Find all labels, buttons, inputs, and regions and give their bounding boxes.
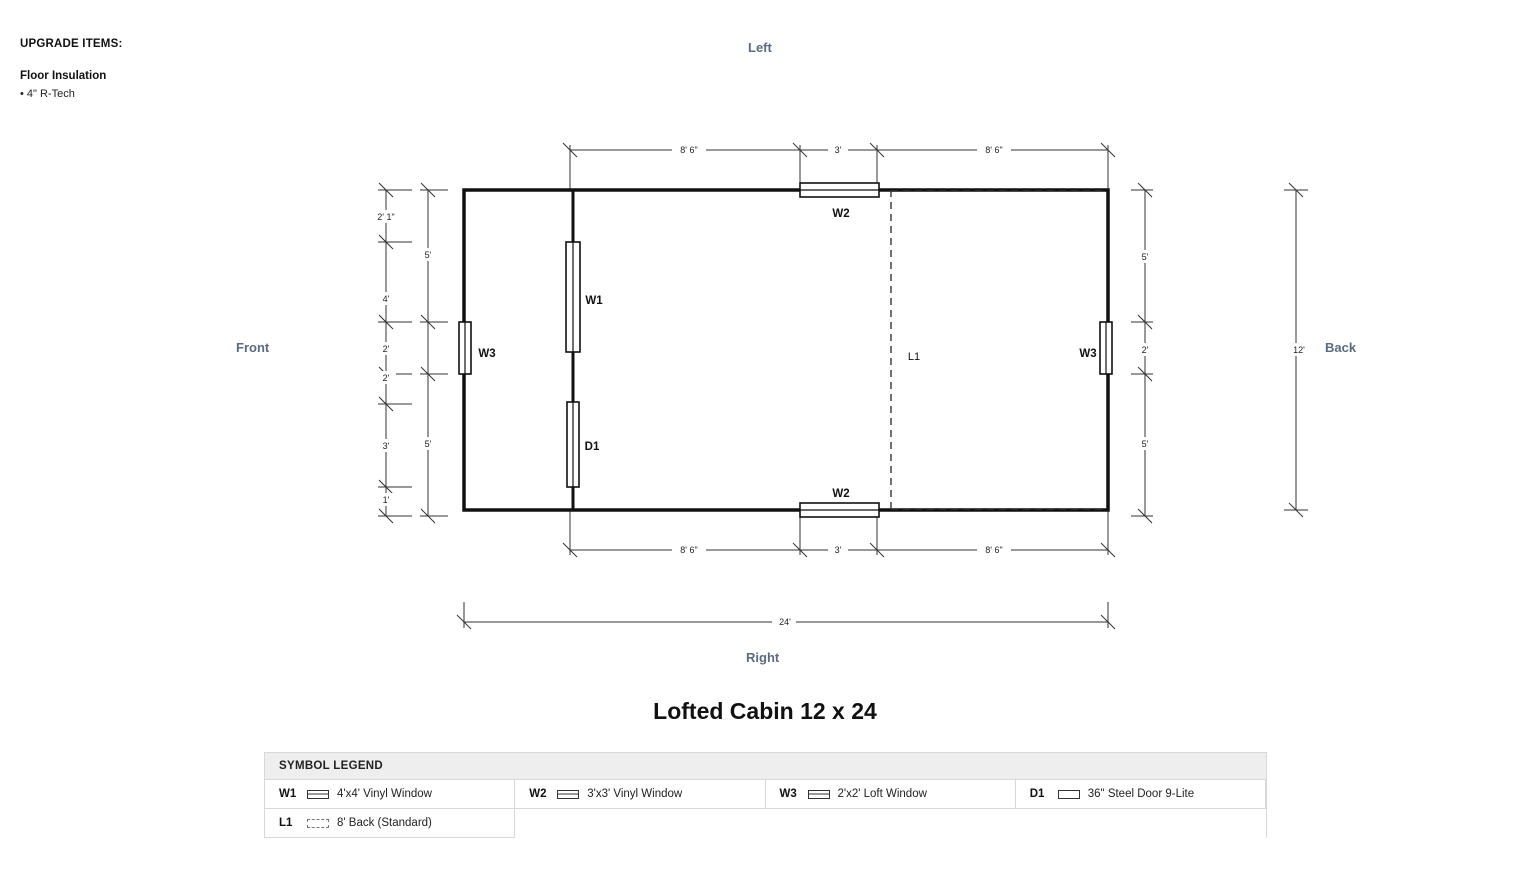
symbol-legend	[264, 752, 1267, 838]
dim-top-3: 8' 6"	[985, 145, 1003, 155]
door-d1	[567, 402, 579, 487]
orientation-label-left: Left	[748, 40, 772, 55]
legend-code: D1	[1029, 788, 1045, 800]
dim-left-5: 3'	[382, 441, 390, 451]
label-w3-back: W3	[1079, 348, 1097, 360]
dim-bottom-3: 8' 6"	[985, 545, 1003, 555]
dim-bottom-2: 3'	[834, 545, 842, 555]
orientation-label-right: Right	[746, 650, 780, 665]
orientation-label-front: Front	[236, 340, 270, 355]
legend-description: 4'x4' Vinyl Window	[337, 788, 432, 800]
legend-item-w2	[515, 780, 765, 809]
dim-left-3: 2'	[382, 344, 390, 354]
legend-description: 3'x3' Vinyl Window	[587, 788, 683, 800]
dim-left-inner-2: 5'	[424, 439, 432, 449]
dim-left-1: 2' 1"	[377, 212, 395, 222]
dim-top-2: 3'	[834, 145, 842, 155]
legend-description: 2'x2' Loft Window	[837, 788, 927, 800]
legend-description: 8' Back (Standard)	[337, 817, 432, 829]
dim-left-inner-1: 5'	[424, 250, 432, 260]
window-w3-front	[459, 322, 471, 374]
label-w1: W1	[585, 295, 603, 307]
upgrade-items-heading: UPGRADE ITEMS:	[20, 38, 123, 50]
dim-overall-width: 12'	[1293, 345, 1305, 355]
legend-item-w1	[265, 780, 515, 809]
upgrade-group-label: Floor Insulation	[20, 70, 107, 82]
legend-code: W2	[529, 788, 547, 800]
symbol-legend-header: SYMBOL LEGEND	[265, 753, 1266, 780]
label-w3-front: W3	[478, 348, 496, 360]
window-symbol-icon	[557, 790, 579, 799]
dim-left-2: 4'	[382, 294, 390, 304]
legend-spacer	[515, 809, 1266, 838]
dim-right-3: 5'	[1141, 439, 1149, 449]
dim-bottom-1: 8' 6"	[680, 545, 698, 555]
label-l1: L1	[907, 351, 921, 363]
window-w3-back	[1100, 322, 1112, 374]
legend-code: L1	[279, 817, 293, 829]
orientation-label-back: Back	[1325, 340, 1357, 355]
upgrade-item: • 4" R-Tech	[20, 88, 75, 100]
legend-code: W3	[779, 788, 797, 800]
dim-overall-length: 24'	[779, 617, 791, 627]
label-d1: D1	[584, 441, 600, 453]
legend-item-l1	[265, 809, 515, 838]
window-symbol-icon	[307, 790, 329, 799]
dim-left-4: 2'	[382, 373, 390, 383]
label-w2-top: W2	[832, 208, 850, 220]
legend-item-d1	[1016, 780, 1266, 809]
building-outline	[464, 190, 1108, 510]
page-title: Lofted Cabin 12 x 24	[653, 698, 877, 724]
dim-right-2: 2'	[1141, 345, 1149, 355]
door-symbol-icon	[1058, 790, 1080, 799]
label-w2-bottom: W2	[832, 488, 850, 500]
legend-code: W1	[279, 788, 297, 800]
window-w2-top	[800, 183, 879, 197]
legend-description: 36" Steel Door 9-Lite	[1087, 788, 1195, 800]
window-w2-bottom	[800, 503, 879, 517]
dim-left-6: 1'	[382, 495, 390, 505]
loft-symbol-icon	[307, 819, 329, 828]
legend-row	[265, 809, 1266, 838]
legend-item-w3	[766, 780, 1016, 809]
window-w1	[566, 242, 580, 352]
legend-row	[265, 780, 1266, 809]
window-symbol-icon	[808, 790, 830, 799]
dim-right-1: 5'	[1141, 252, 1149, 262]
dim-top-1: 8' 6"	[680, 145, 698, 155]
